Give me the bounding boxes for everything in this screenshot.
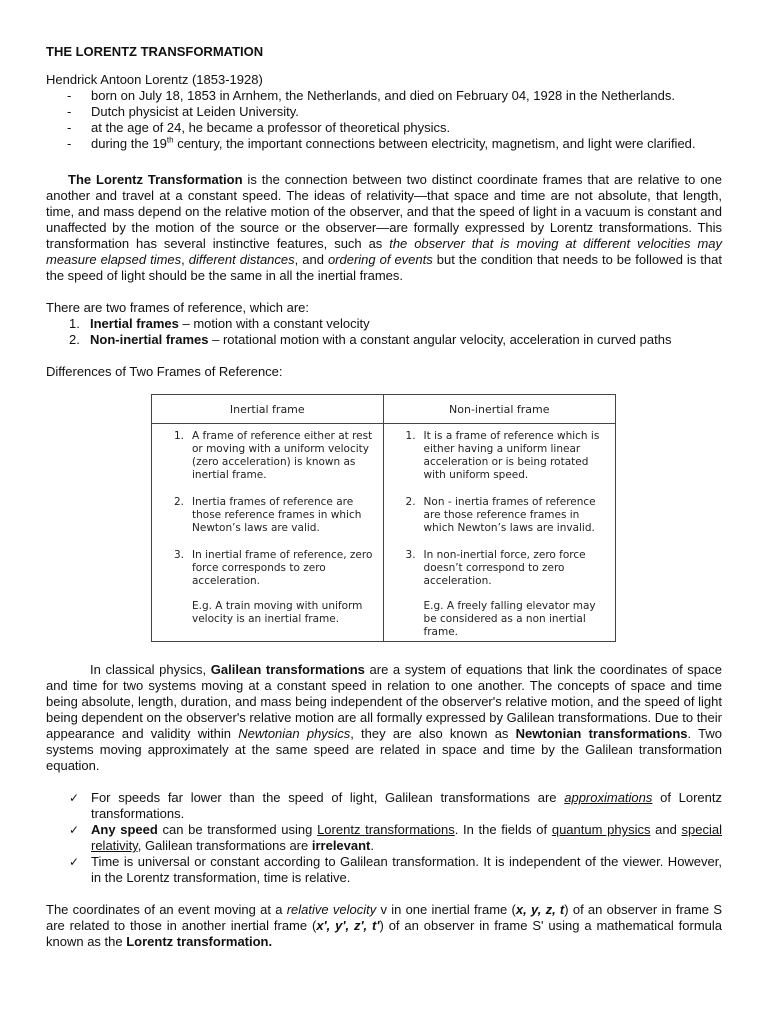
- intro-paragraph: The Lorentz Transformation is the connection between two distinct coordinate frames that are relative to one another and travel at a constant speed. The ideas of relativity—that space and time are not absolute, that length, time, and mass depend on the relative motion of the observer, and that the speed of light in a vacuum is constant and unaffected by the motion of the source or the observer—are formally expressed by Lorentz transformations. This transformation has several instinctive features, such as the observer that is moving at different velocities may measure elapsed times, different distances, and ordering of events but the condition that needs to be followed is that the speed of light should be the same in all the inertial frames.: [46, 172, 722, 283]
- inertial-column: [152, 424, 384, 642]
- frames-item: 2. Non-inertial frames – rotational motion with a constant angular velocity, acceleration in curved paths: [69, 332, 672, 347]
- frames-item: 1. Inertial frames – motion with a constant velocity: [69, 316, 370, 331]
- table-cell-example: E.g. A freely falling elevator may be considered as a non inertial frame.: [423, 600, 596, 638]
- table-cell-item: 1. A frame of reference either at rest or moving with a uniform velocity (zero acceleration) is known as inertial frame.: [174, 430, 373, 481]
- table-cell-example: E.g. A train moving with uniform velocity is an inertial frame.: [192, 600, 363, 625]
- table-cell-item: 1. It is a frame of reference which is either having a uniform linear acceleration or is being rotated with uniform speed.: [405, 430, 600, 481]
- bio-list: [46, 88, 722, 152]
- document-page: [46, 44, 722, 950]
- comparison-table: [151, 394, 616, 642]
- bio-item: - Dutch physicist at Leiden University.: [67, 104, 299, 119]
- table-cell-item: 3. In non-inertial force, zero force doesn’t correspond to zero acceleration.: [405, 549, 586, 587]
- table-cell-item: 2. Non - inertia frames of reference are those reference frames in which Newton’s laws are invalid.: [405, 496, 596, 534]
- check-list: [46, 790, 722, 886]
- checkmark-icon: ✓: [69, 823, 80, 837]
- bio-name: Hendrick Antoon Lorentz (1853-1928): [46, 72, 263, 87]
- bio-item: - during the 19th century, the important connections between electricity, magnetism, and light were clarified.: [67, 135, 696, 151]
- closing-paragraph: The coordinates of an event moving at a relative velocity v in one inertial frame (x, y, z, t) of an observer in frame S are related to those in another inertial frame (x', y', z', t') of an observer in frame S' using a mathematical formula known as the Lorentz transformation.: [46, 902, 723, 949]
- differences-heading: Differences of Two Frames of Reference:: [46, 364, 283, 379]
- table-cell-item: 2. Inertia frames of reference are those reference frames in which Newton’s laws are valid.: [174, 496, 362, 534]
- check-item: ✓ For speeds far lower than the speed of light, Galilean transformations are approximations of Lorentz transformations.: [69, 790, 722, 821]
- comparison-table-image: [151, 394, 616, 642]
- document-title: THE LORENTZ TRANSFORMATION: [46, 44, 264, 59]
- frames-heading: There are two frames of reference, which are:: [46, 300, 310, 315]
- checkmark-icon: ✓: [69, 791, 80, 805]
- table-header-inertial: Inertial frame: [152, 395, 384, 424]
- checkmark-icon: ✓: [69, 855, 80, 869]
- check-item: ✓ Any speed can be transformed using Lorentz transformations. In the fields of quantum physics and special relativity, Galilean transformations are irrelevant.: [69, 822, 722, 853]
- noninertial-column: [383, 424, 615, 642]
- table-cell-item: 3. In inertial frame of reference, zero force corresponds to zero acceleration.: [174, 549, 373, 587]
- check-item: ✓ Time is universal or constant according to Galilean transformation. It is independent of the viewer. However, in the Lorentz transformation, time is relative.: [69, 854, 722, 885]
- frames-list: [46, 316, 722, 348]
- bio-item: - born on July 18, 1853 in Arnhem, the Netherlands, and died on February 04, 1928 in the Netherlands.: [67, 88, 675, 103]
- table-header-noninertial: Non-inertial frame: [383, 395, 615, 424]
- bio-item: - at the age of 24, he became a professor of theoretical physics.: [67, 120, 451, 135]
- galilean-paragraph: In classical physics, Galilean transformations are a system of equations that link the coordinates of space and time for two systems moving at a constant speed in relation to one another. The concepts of space and time being absolute, length, duration, and mass being independent of the observer's relative motion, and the speed of light being dependent on the observer's relative motion are all formally expressed by Galilean transformations. Due to their appearance and validity within Newtonian physics, they are also known as Newtonian transformations. Two systems moving approximately at the same speed are related in space and time by the Galilean transformation equation.: [46, 662, 722, 773]
